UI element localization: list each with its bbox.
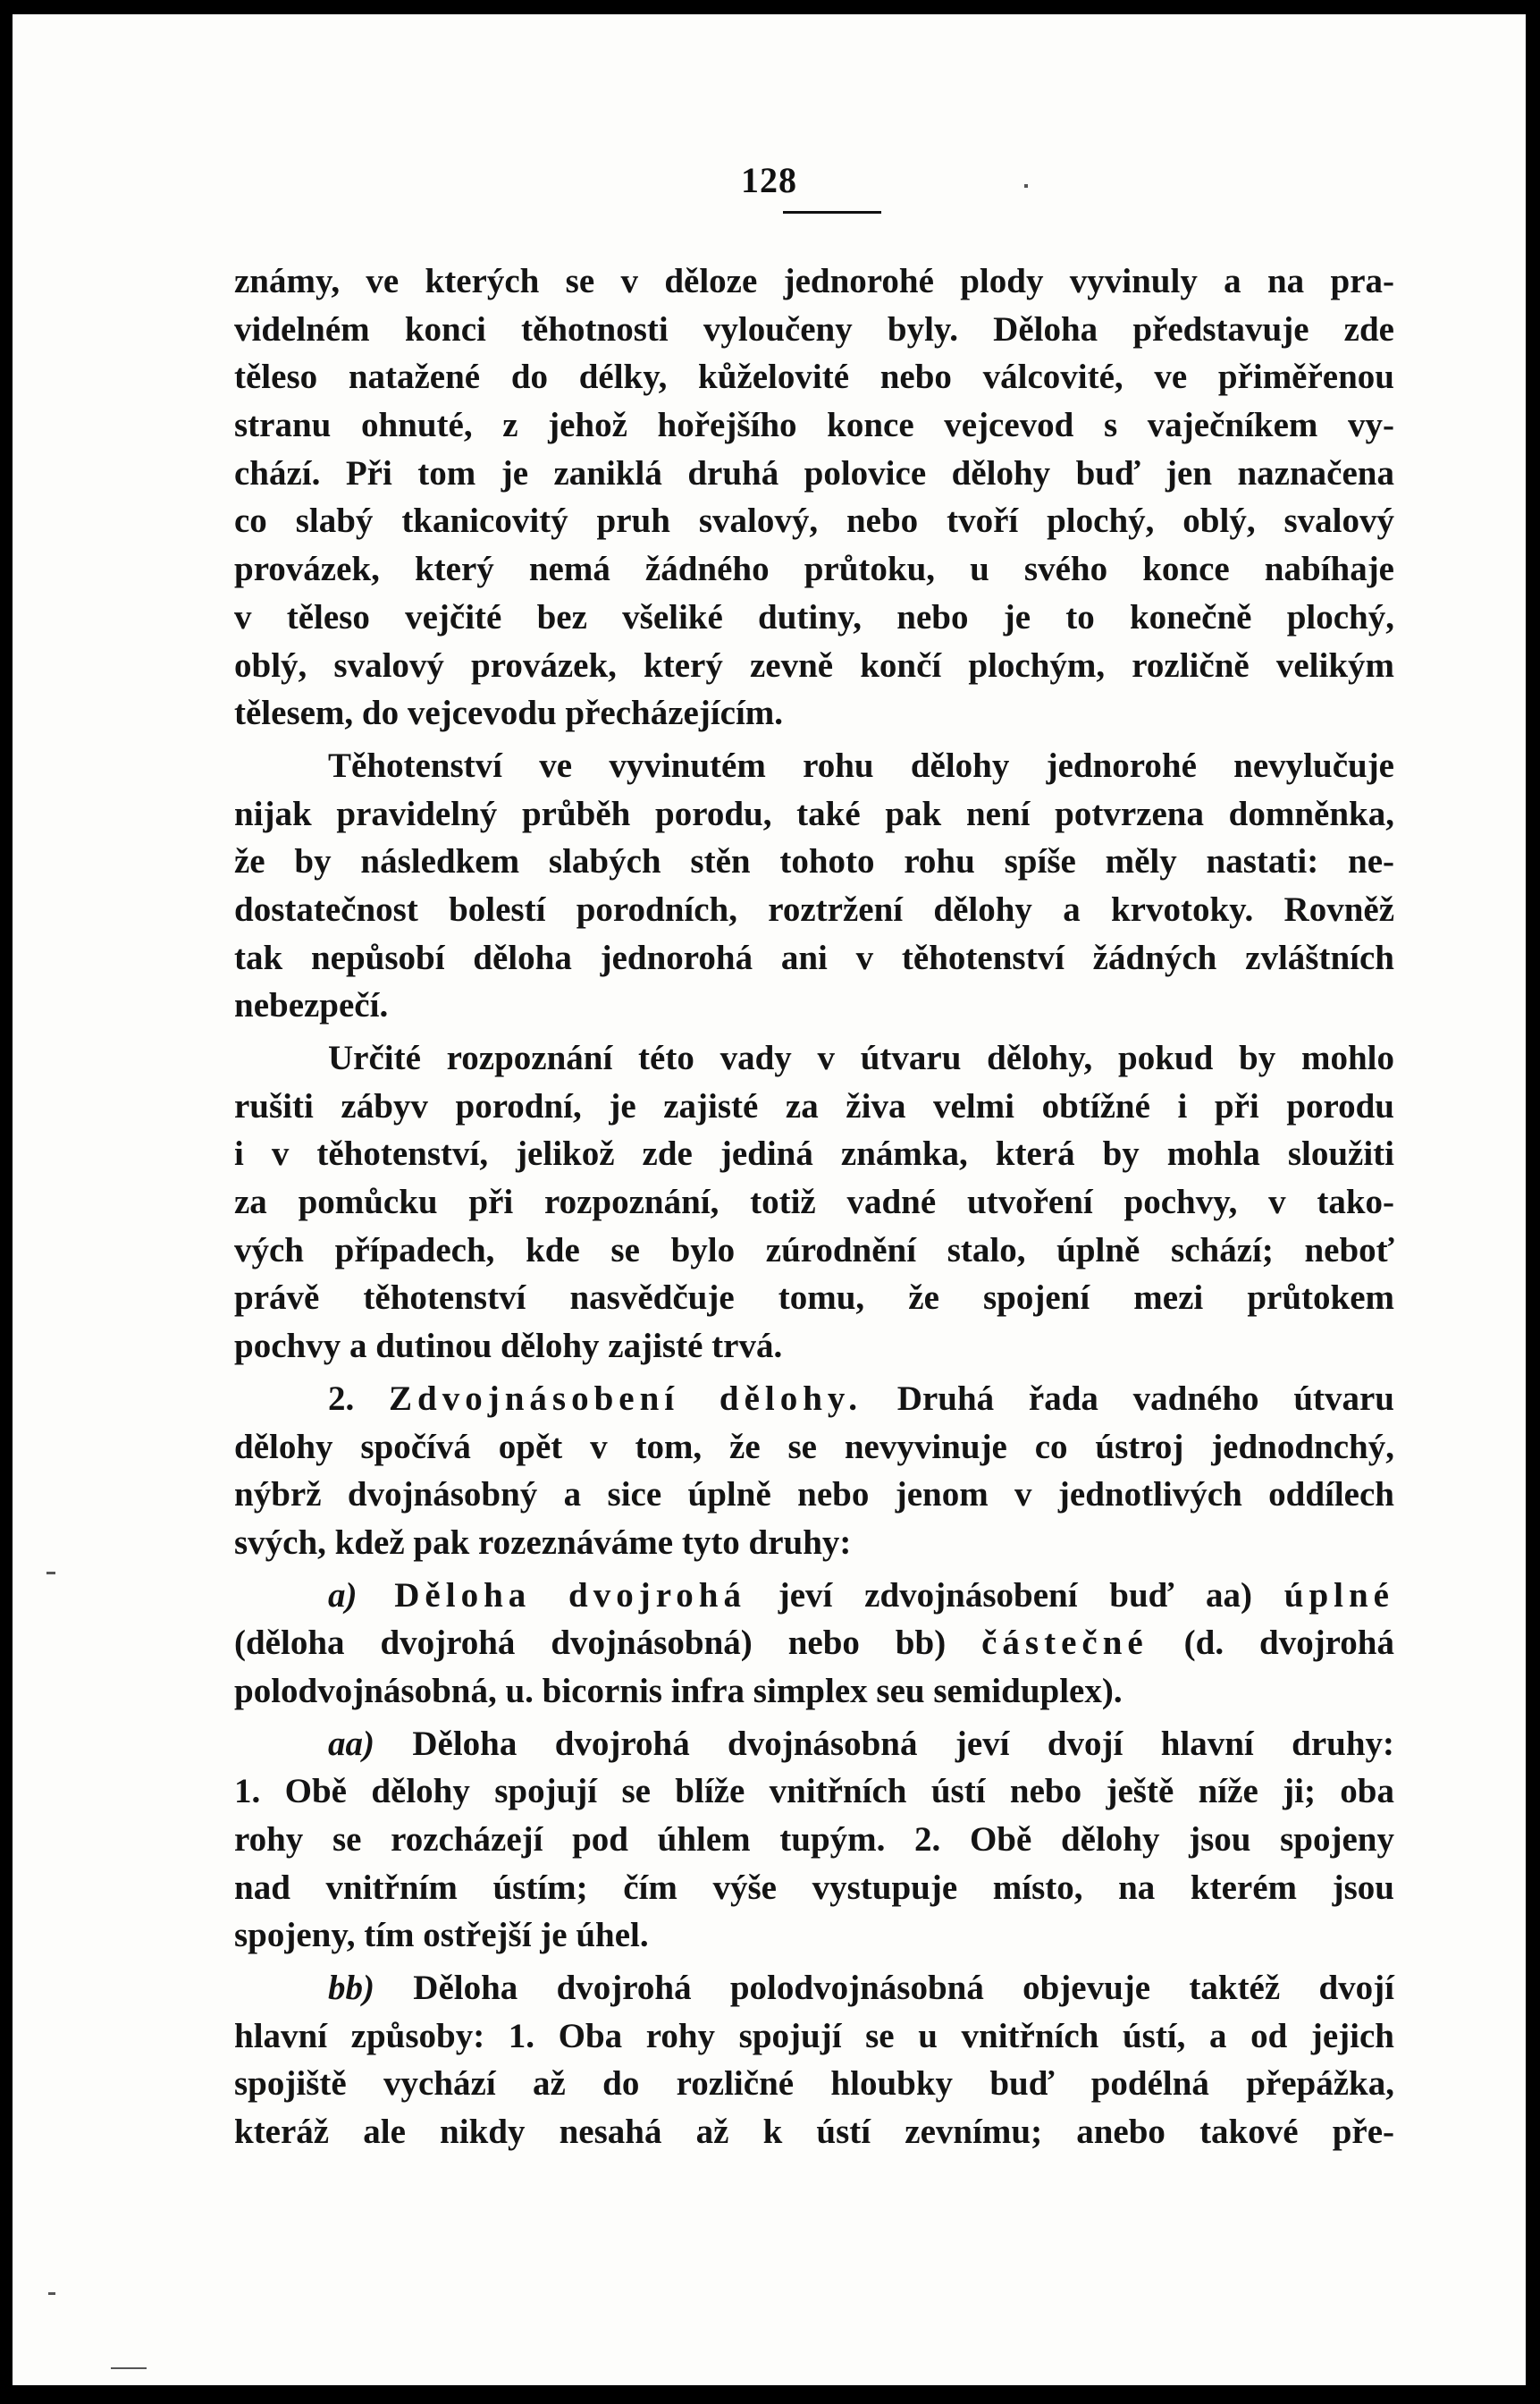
text-line: polodvojnásobná, u. bicornis infra simplex seu semiduplex). [234, 1671, 1123, 1710]
scan-speck [46, 1572, 55, 1574]
text-line: za pomůcku při rozpoznání, totiž vadné utvoření pochvy, v tako- [234, 1183, 1394, 1222]
text-line [234, 1572, 1394, 1620]
list-marker: a) [328, 1575, 358, 1615]
text-line [234, 1619, 1394, 1667]
list-marker: aa) [328, 1724, 374, 1763]
text-line: v těleso vejčité bez všeliké dutiny, nebo je to konečně plochý, [234, 597, 1394, 637]
text-line: že by následkem slabých stěn tohoto rohu spíše měly nastati: ne- [234, 842, 1394, 881]
paragraph-5 [234, 1572, 1394, 1716]
text-line: dělohy spočívá opět v tom, že se nevyvinuje co ústroj jednodnchý, [234, 1427, 1394, 1466]
page-number-underline [783, 211, 881, 214]
text-run: (d. dvojrohá [1148, 1624, 1394, 1663]
term-emphasis: částečné [981, 1624, 1149, 1663]
text-run: (děloha dvojrohá dvojnásobná) nebo bb) [234, 1624, 982, 1663]
paragraph-6 [234, 1720, 1394, 1960]
scan-speck [1024, 184, 1028, 188]
section-number: 2. [328, 1379, 390, 1418]
page-number: 128 [741, 160, 797, 200]
text-line [234, 1964, 1394, 2012]
text-line: pochvy a dutinou dělohy zajisté trvá. [234, 1327, 783, 1366]
list-marker: bb) [328, 1969, 374, 2008]
text-line: provázek, který nemá žádného průtoku, u svého konce nabíhaje [234, 550, 1394, 589]
text-line [234, 1375, 1394, 1423]
text-line: známy, ve kterých se v děloze jednorohé plody vyvinuly a na pra- [234, 262, 1394, 300]
text-line: právě těhotenství nasvědčuje tomu, že spojení mezi průtokem [234, 1278, 1394, 1318]
text-run: jeví zdvojnásobení buď aa) [746, 1575, 1284, 1615]
text-line: videlném konci těhotnosti vyloučeny byly. Děloha představuje zde [234, 309, 1394, 349]
text-line: tak nepůsobí děloha jednorohá ani v těhotenství žádných zvláštních [234, 938, 1394, 977]
paragraph-7 [234, 1964, 1394, 2156]
text-line: 1. Obě dělohy spojují se blíže vnitřních ústí nebo ještě níže ji; oba [234, 1772, 1394, 1811]
body-text [234, 257, 1394, 2161]
text-line: nad vnitřním ústím; čím výše vystupuje místo, na kterém jsou [234, 1868, 1394, 1907]
scanned-page [13, 14, 1526, 2385]
text-line [234, 1720, 1394, 1768]
text-line: Těhotenství ve vyvinutém rohu dělohy jednorohé nevylučuje [328, 746, 1394, 785]
text-line: nýbrž dvojnásobný a sice úplně nebo jenom v jednotlivých oddílech [234, 1475, 1394, 1514]
text-line: hlavní způsoby: 1. Oba rohy spojují se u vnitřních ústí, a od jejich [234, 2016, 1394, 2055]
text-line: těleso natažené do délky, kůželovité nebo válcovité, ve přiměřenou [234, 358, 1394, 397]
text-run: Děloha dvojrohá polodvojnásobná objevuje taktéž dvojí [374, 1969, 1394, 2008]
text-line: tělesem, do vejcevodu přecházejícím. [234, 694, 784, 733]
term-heading: Děloha dvojrohá [357, 1575, 746, 1615]
text-line: nijak pravidelný průběh porodu, také pak není potvrzena domněnka, [234, 794, 1394, 833]
text-line: spojiště vychází až do rozličné hloubky buď podélná přepážka, [234, 2064, 1394, 2104]
scan-speck [48, 2292, 55, 2295]
text-line: kteráž ale nikdy nesahá až k ústí zevnímu; anebo takové pře- [234, 2113, 1394, 2152]
text-line: svých, kdež pak rozeznáváme tyto druhy: [234, 1523, 852, 1562]
text-line: rušiti zábyv porodní, je zajisté za živa velmi obtížné i při porodu [234, 1086, 1394, 1126]
paragraph-4 [234, 1375, 1394, 1567]
text-line: stranu ohnuté, z jehož hořejšího konce vejcevod s vaječníkem vy- [234, 406, 1394, 445]
paragraph-3 [234, 1034, 1394, 1371]
text-line: vých případech, kde se bylo zúrodnění stalo, úplně schází; neboť [234, 1230, 1394, 1269]
text-line: oblý, svalový provázek, který zevně končí plochým, rozličně velikým [234, 645, 1394, 685]
text-run: Děloha dvojrohá dvojnásobná jeví dvojí hlavní druhy: [374, 1724, 1394, 1763]
text-line: rohy se rozcházejí pod úhlem tupým. 2. Obě dělohy jsou spojeny [234, 1820, 1394, 1859]
term-emphasis: úplné [1283, 1575, 1394, 1615]
paragraph-2 [234, 742, 1394, 1030]
text-line: Určité rozpoznání této vady v útvaru dělohy, pokud by mohlo [328, 1039, 1394, 1077]
paragraph-1 [234, 257, 1394, 738]
scan-speck [111, 2367, 147, 2369]
text-line: co slabý tkanicovitý pruh svalový, nebo tvoří plochý, oblý, svalový [234, 502, 1394, 541]
text-line: chází. Při tom je zaniklá druhá polovice dělohy buď jen naznačena [234, 453, 1394, 493]
text-line: spojeny, tím ostřejší je úhel. [234, 1916, 649, 1955]
text-line: nebezpečí. [234, 986, 389, 1025]
text-run: Druhá řada vadného útvaru [863, 1379, 1395, 1418]
text-line: i v těhotenství, jelikož zde jediná známka, která by mohla sloužiti [234, 1135, 1394, 1174]
section-heading: Zdvojnásobení dělohy. [389, 1379, 863, 1418]
text-line: dostatečnost bolestí porodních, roztržení dělohy a krvotoky. Rovněž [234, 890, 1394, 929]
